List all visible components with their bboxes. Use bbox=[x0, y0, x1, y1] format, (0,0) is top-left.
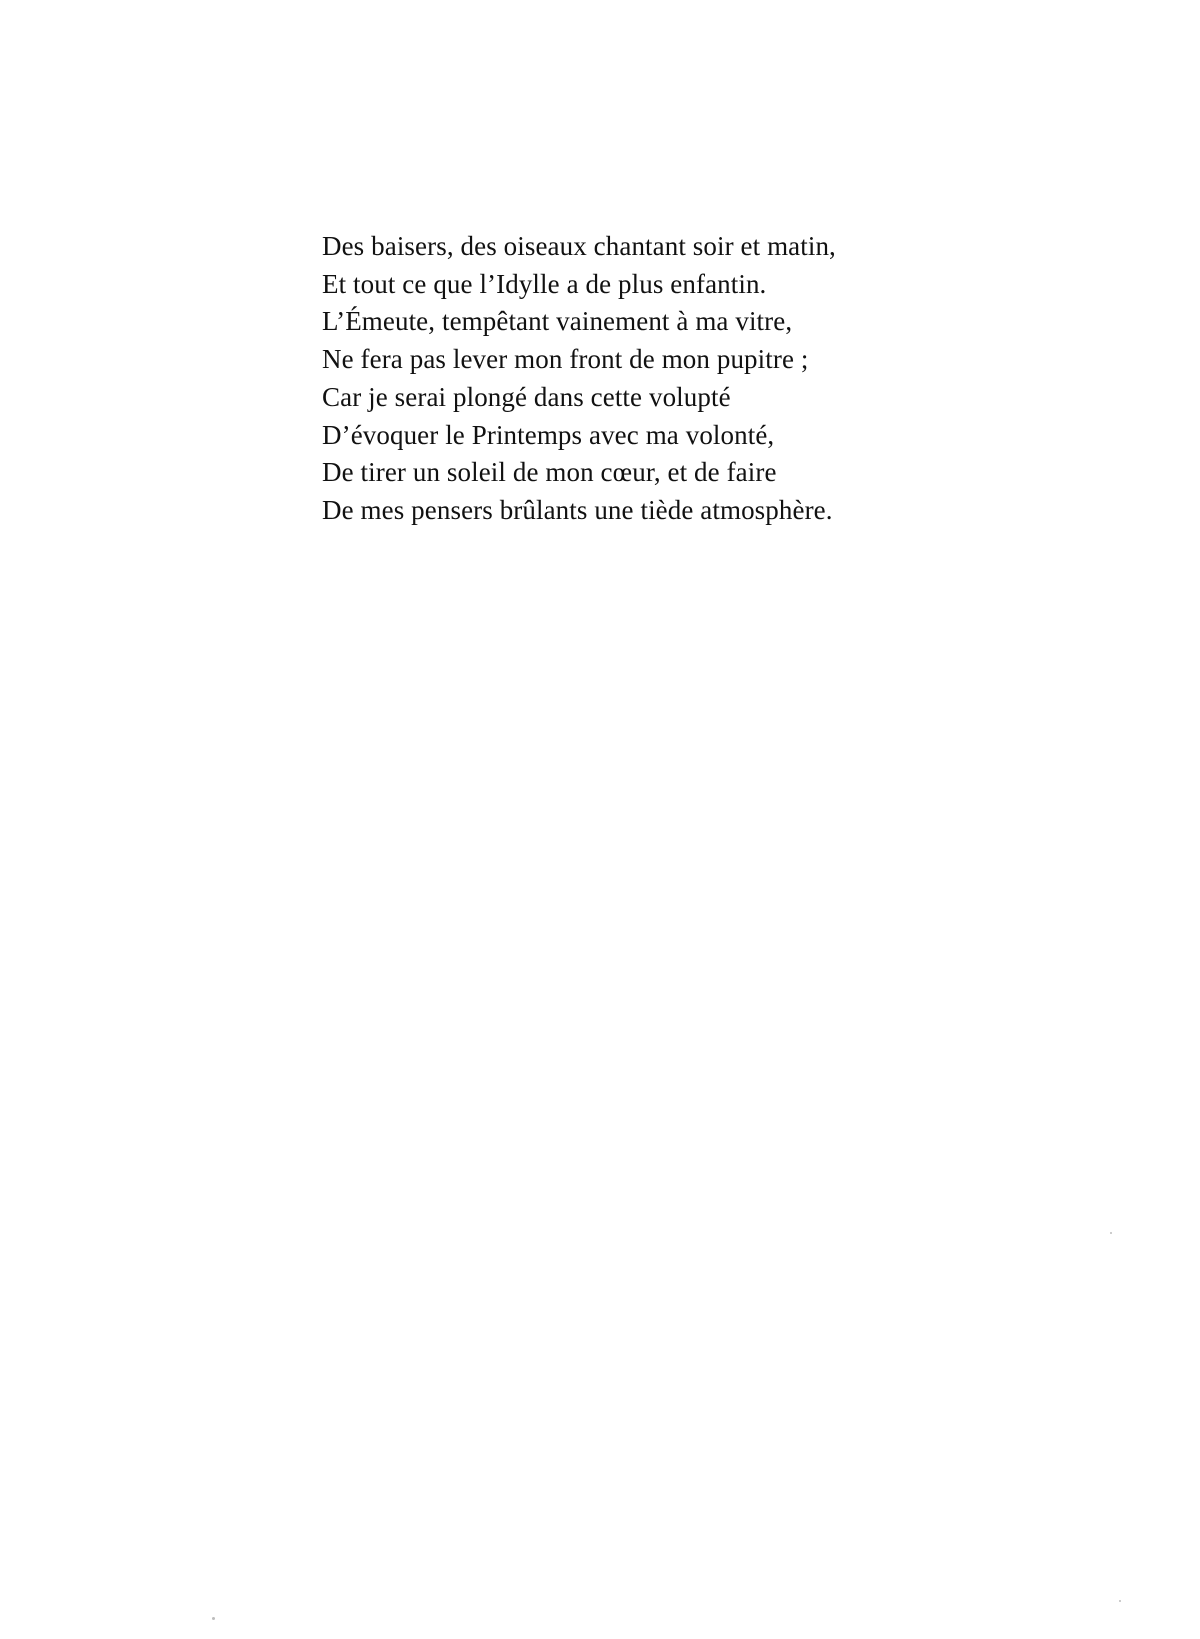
poem-line: De mes pensers brûlants une tiède atmosphère. bbox=[322, 494, 833, 525]
poem-stanza bbox=[322, 228, 836, 530]
paper-speck bbox=[1119, 1600, 1121, 1602]
poem-line: Ne fera pas lever mon front de mon pupitre ; bbox=[322, 344, 809, 375]
poem-line: De tirer un soleil de mon cœur, et de faire bbox=[322, 457, 777, 488]
poem-line: D’évoquer le Printemps avec ma volonté, bbox=[322, 419, 775, 450]
poem-line: Des baisers, des oiseaux chantant soir et matin, bbox=[322, 231, 836, 261]
poem-line: Car je serai plongé dans cette volupté bbox=[322, 381, 731, 412]
paper-speck bbox=[1110, 1232, 1112, 1234]
poem-line: L’Émeute, tempêtant vainement à ma vitre, bbox=[322, 306, 793, 337]
poem-line: Et tout ce que l’Idylle a de plus enfantin. bbox=[322, 268, 767, 299]
paper-speck bbox=[212, 1617, 215, 1620]
